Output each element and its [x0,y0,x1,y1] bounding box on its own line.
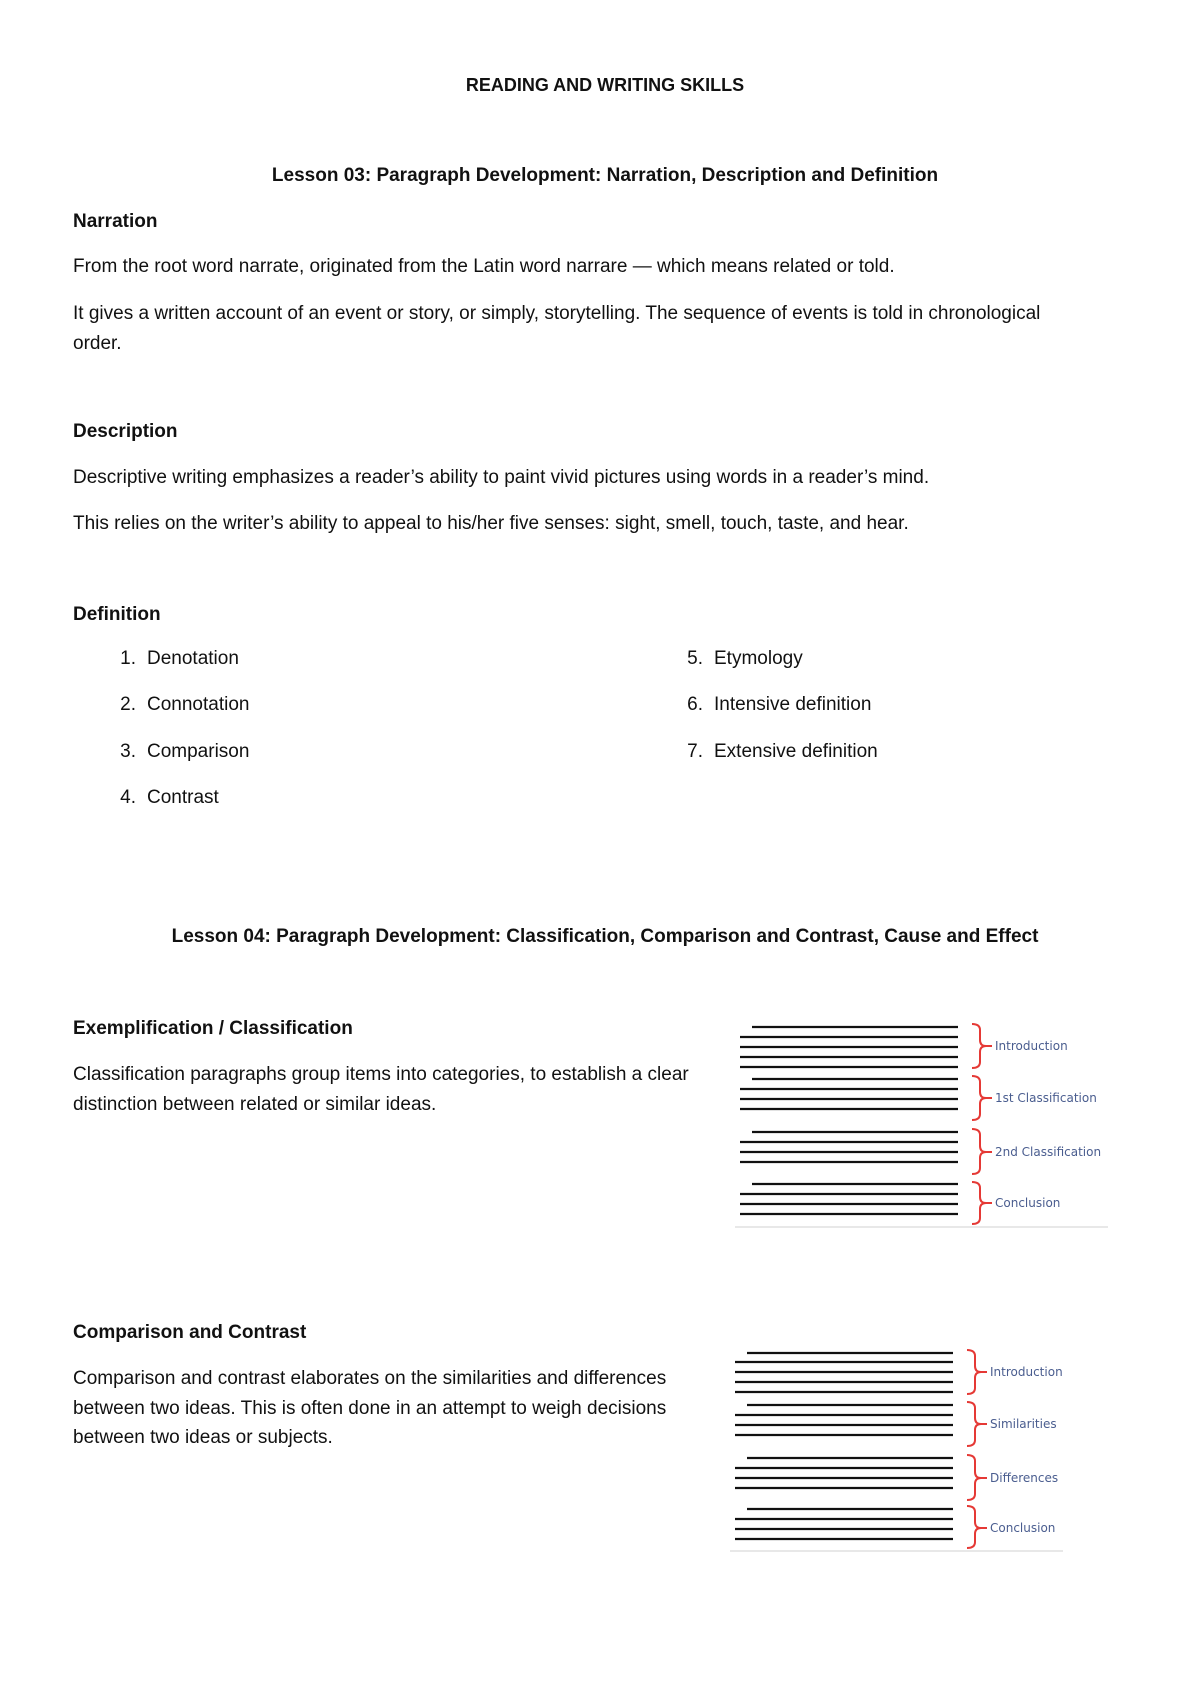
list-number: 5. [687,648,703,669]
document-title: READING AND WRITING SKILLS [465,75,745,95]
list-number: 1. [120,648,136,669]
bracket-icons [967,1350,987,1548]
definition-list-item [667,741,878,763]
lesson-03-title: Lesson 03: Paragraph Development: Narration, Description and Definition [271,165,939,186]
list-label: Connotation [147,694,250,715]
paragraph-lines [740,1027,958,1214]
definition-list-item [100,694,249,716]
description-paragraph-2: This relies on the writer’s ability to appeal to his/her five senses: sight, smell, touch, taste, and hear. [73,513,909,534]
diagram-label: Conclusion [995,1196,1061,1210]
lesson-04-title: Lesson 04: Paragraph Development: Classification, Comparison and Contrast, Cause and Effect [171,926,1039,947]
diagram-label: Differences [990,1471,1059,1485]
list-label: Intensive definition [714,694,872,715]
list-number: 2. [120,694,136,715]
diagram-label: Introduction [990,1365,1063,1379]
definition-list-item [100,787,219,809]
list-number: 7. [687,741,703,762]
list-label: Denotation [147,648,239,669]
definition-list-item [667,648,803,670]
definition-list-item [100,741,249,763]
narration-paragraph-2: It gives a written account of an event or story, or simply, storytelling. The sequence of events is told in chronological order. [73,303,1041,354]
diagram-label: Similarities [990,1417,1057,1431]
classification-paragraph: Classification paragraphs group items into categories, to establish a clear distinction between related or similar ideas. [73,1064,689,1115]
list-label: Contrast [147,787,219,808]
diagram-label: 2nd Classification [995,1145,1102,1159]
diagram-label: 1st Classification [995,1091,1097,1105]
description-heading: Description [73,421,178,442]
description-paragraph-1: Descriptive writing emphasizes a reader’s ability to paint vivid pictures using words in a reader’s mind. [73,467,930,488]
list-number: 4. [120,787,136,808]
paragraph-lines [735,1353,953,1539]
diagram-label: Introduction [995,1039,1068,1053]
classification-structure-diagram [730,1022,1110,1237]
definition-heading: Definition [73,604,161,625]
comparison-structure-diagram [725,1348,1065,1563]
narration-paragraph-1: From the root word narrate, originated from the Latin word narrare — which means related or told. [73,256,895,277]
list-number: 3. [120,741,136,762]
bracket-icons [972,1024,992,1224]
definition-list-item [100,648,239,670]
comparison-paragraph: Comparison and contrast elaborates on the similarities and differences between two ideas. This is often done in an attempt to weigh decisions between two ideas or subjects. [73,1368,667,1448]
list-label: Etymology [714,648,803,669]
narration-heading: Narration [73,211,158,232]
comparison-heading: Comparison and Contrast [73,1322,307,1343]
classification-heading: Exemplification / Classification [73,1018,353,1039]
diagram-label: Conclusion [990,1521,1056,1535]
list-number: 6. [687,694,703,715]
definition-list-item [667,694,871,716]
list-label: Comparison [147,741,250,762]
list-label: Extensive definition [714,741,878,762]
